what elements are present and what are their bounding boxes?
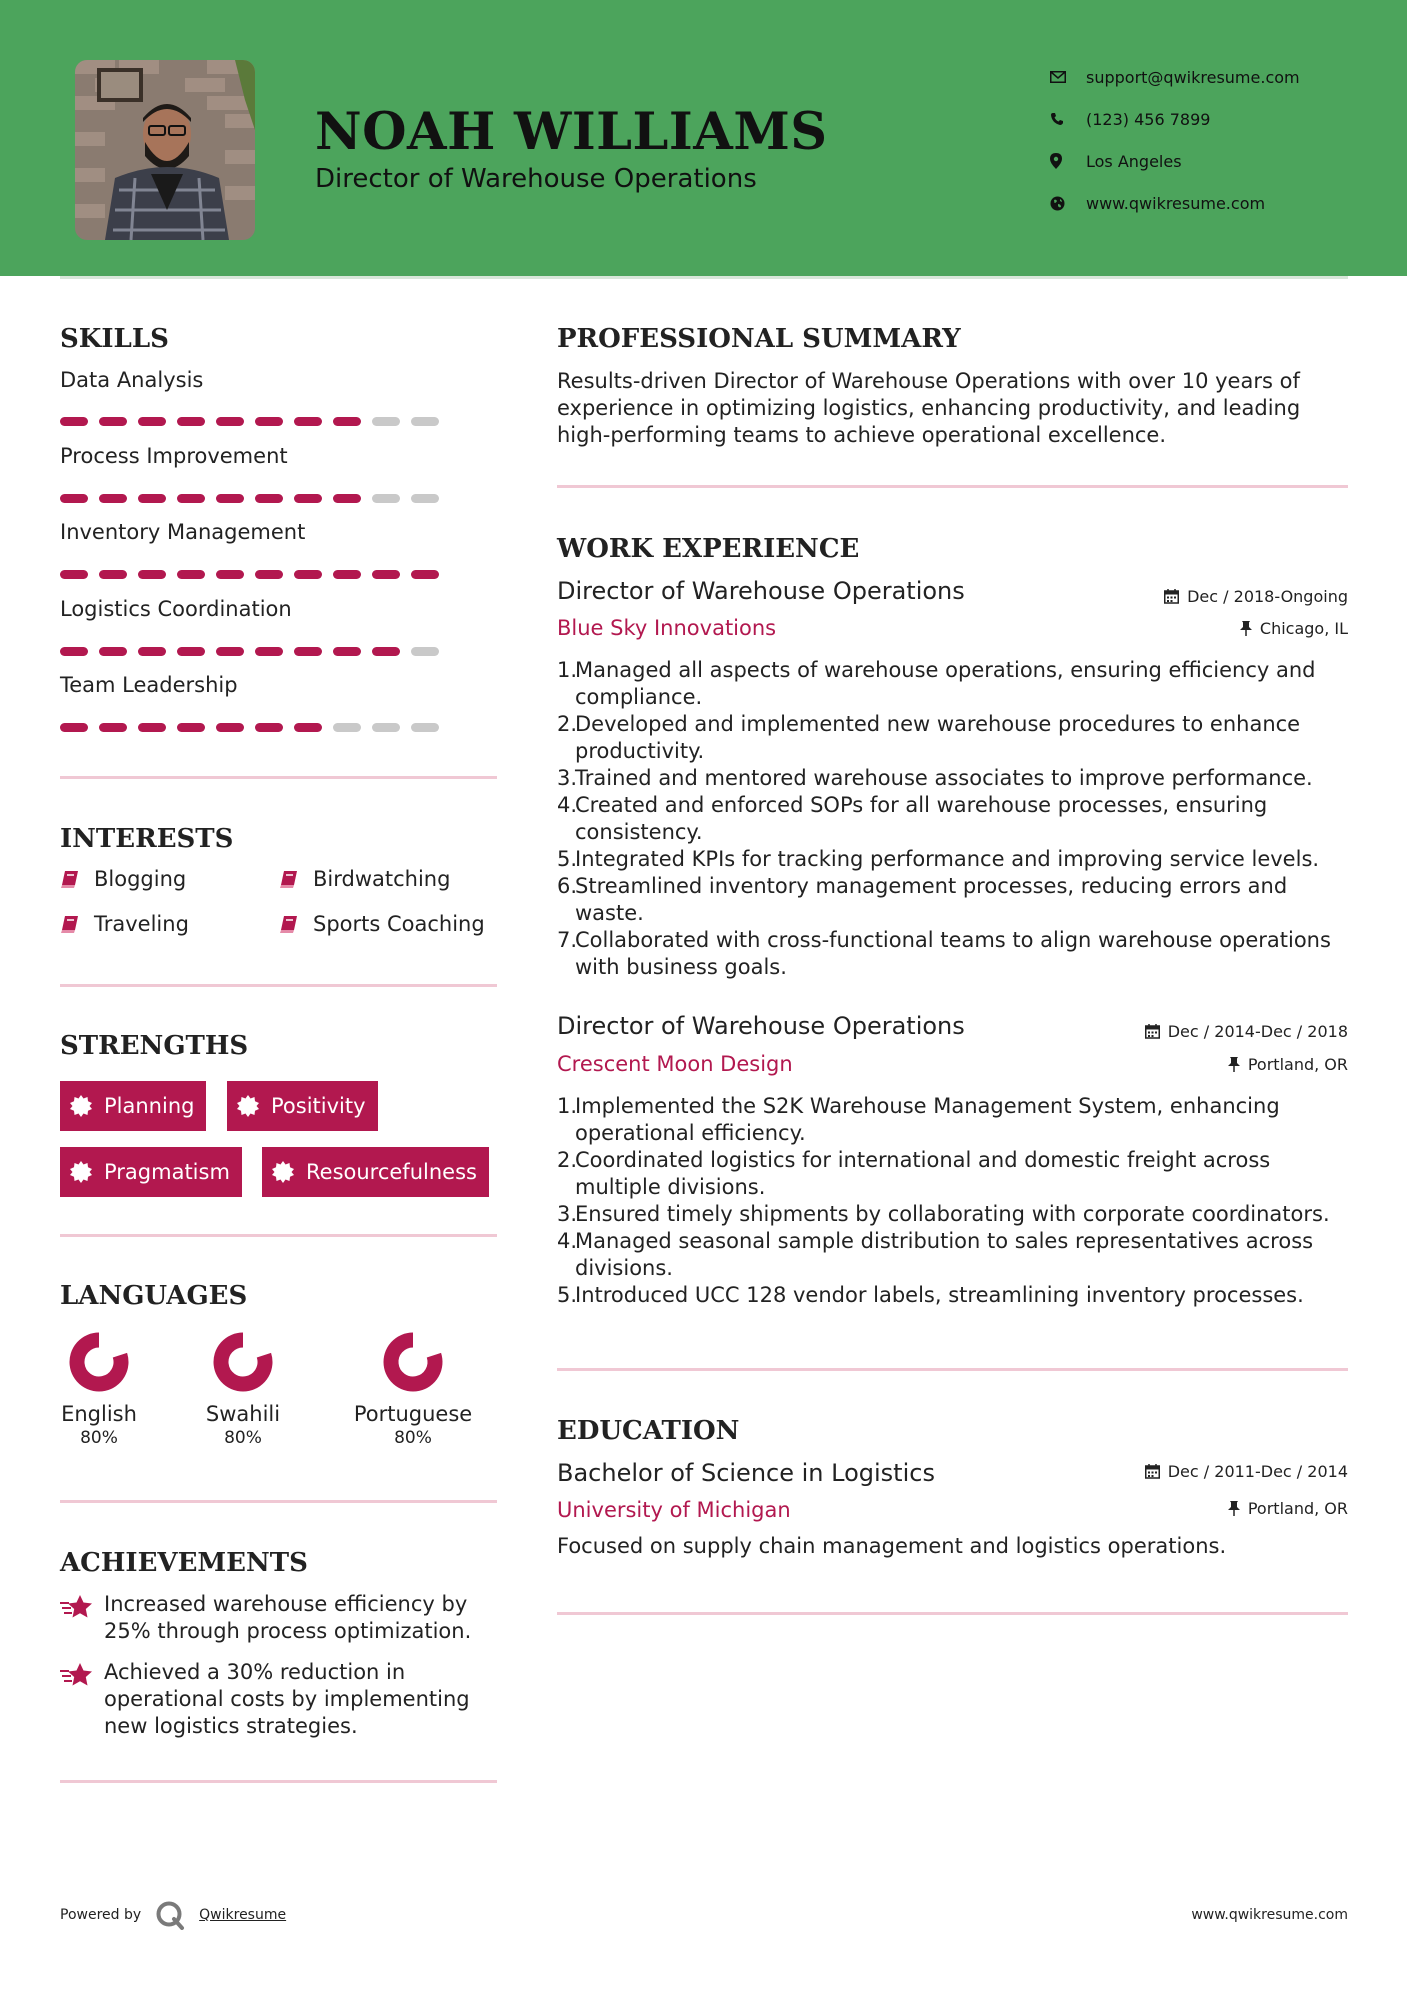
contact-phone[interactable] <box>1050 98 1390 140</box>
section-divider <box>60 776 497 779</box>
language-name: English <box>61 1402 137 1426</box>
profile-photo <box>75 60 255 240</box>
calendar-icon <box>1164 589 1179 604</box>
contact-location <box>1050 140 1390 182</box>
contact-location-text: Los Angeles <box>1086 151 1182 171</box>
skill-dash-filled <box>60 723 88 732</box>
company-name: Blue Sky Innovations <box>557 616 777 640</box>
interest-item <box>279 867 450 891</box>
duty-item: 1. Managed all aspects of warehouse operations, ensuring efficiency and compliance. <box>557 658 1316 709</box>
skill-dash-filled <box>99 647 127 656</box>
duty-item: 3. Trained and mentored warehouse associates to improve performance. <box>557 766 1313 790</box>
badge-icon <box>70 1095 104 1117</box>
contact-email-text: support@qwikresume.com <box>1086 67 1300 87</box>
experience-heading: WORK EXPERIENCE <box>557 534 860 564</box>
interest-item <box>60 867 186 891</box>
interest-item <box>279 912 485 936</box>
skill-dash-filled <box>255 417 283 426</box>
skills-heading: SKILLS <box>60 324 169 354</box>
duty-item: 5. Integrated KPIs for tracking performance and improving service levels. <box>557 847 1320 871</box>
section-divider <box>60 984 497 987</box>
interests-heading: INTERESTS <box>60 824 234 854</box>
duty-item: 3. Ensured timely shipments by collaborating with corporate coordinators. <box>557 1202 1330 1226</box>
interest-label: Birdwatching <box>313 867 451 891</box>
skill-name: Inventory Management <box>60 520 306 544</box>
strength-label: Planning <box>104 1094 195 1118</box>
job-dates-text: Dec / 2014-Dec / 2018 <box>1167 1022 1348 1041</box>
interest-label: Sports Coaching <box>313 912 485 936</box>
strength-tag <box>227 1081 378 1131</box>
skill-dash-filled <box>255 647 283 656</box>
strength-tag <box>60 1147 242 1197</box>
achievement-item <box>60 1659 500 1740</box>
strength-label: Positivity <box>271 1094 366 1118</box>
duty-item: 1. Implemented the S2K Warehouse Management System, enhancing operational efficiency. <box>557 1094 1280 1145</box>
globe-icon <box>1050 196 1086 211</box>
interest-item <box>60 912 189 936</box>
book-icon <box>279 869 313 889</box>
skill-dash-filled <box>411 570 439 579</box>
duty-list <box>557 1093 1347 1309</box>
skill-dash-filled <box>138 417 166 426</box>
skill-dash-filled <box>216 494 244 503</box>
section-divider <box>60 1234 497 1237</box>
achievement-text: Achieved a 30% reduction in operational costs by implementing new logistics strategies. <box>104 1660 470 1738</box>
badge-icon <box>237 1095 271 1117</box>
skill-dash-empty <box>411 417 439 426</box>
skill-name: Team Leadership <box>60 673 238 697</box>
duty-item: 7. Collaborated with cross-functional teams to align warehouse operations with business goals. <box>557 928 1331 979</box>
candidate-name: NOAH WILLIAMS <box>315 102 828 162</box>
strength-tag <box>262 1147 489 1197</box>
language-item <box>343 1330 483 1448</box>
language-progress-ring <box>211 1330 275 1394</box>
section-divider <box>557 1368 1348 1371</box>
header-divider <box>60 276 1348 279</box>
job-title: Director of Warehouse Operations <box>557 577 965 605</box>
qwikresume-logo-icon <box>155 1900 185 1930</box>
skill-dash-filled <box>255 570 283 579</box>
job-title: Director of Warehouse Operations <box>557 1012 965 1040</box>
book-icon <box>60 869 94 889</box>
strength-label: Pragmatism <box>104 1160 230 1184</box>
skill-dash-filled <box>333 494 361 503</box>
achievements-heading: ACHIEVEMENTS <box>60 1548 308 1578</box>
contact-website[interactable] <box>1050 182 1390 224</box>
section-divider <box>557 485 1348 488</box>
skill-bar <box>60 417 439 426</box>
language-percent: 80% <box>394 1428 432 1448</box>
strength-tag <box>60 1081 206 1131</box>
language-ring-arc <box>391 1340 435 1384</box>
education-location-text: Portland, OR <box>1247 1499 1348 1518</box>
job-location-text: Portland, OR <box>1247 1055 1348 1074</box>
skill-dash-filled <box>177 570 205 579</box>
skill-dash-empty <box>411 494 439 503</box>
skill-bar <box>60 570 439 579</box>
education-dates-text: Dec / 2011-Dec / 2014 <box>1167 1462 1348 1481</box>
duty-item: 2. Developed and implemented new warehouse procedures to enhance productivity. <box>557 712 1301 763</box>
achievement-item <box>60 1591 500 1645</box>
contact-website-text: www.qwikresume.com <box>1086 193 1266 213</box>
skill-dash-filled <box>294 417 322 426</box>
skill-dash-filled <box>60 570 88 579</box>
skill-dash-filled <box>60 417 88 426</box>
map-pin-icon <box>1050 153 1086 169</box>
job-dates <box>1145 1022 1348 1041</box>
language-ring-arc <box>221 1340 265 1384</box>
skill-dash-empty <box>411 647 439 656</box>
skill-dash-filled <box>177 723 205 732</box>
language-name: Portuguese <box>353 1402 473 1426</box>
skill-name: Logistics Coordination <box>60 597 292 621</box>
skill-dash-filled <box>372 570 400 579</box>
company-name: Crescent Moon Design <box>557 1052 793 1076</box>
footer-url[interactable]: www.qwikresume.com <box>1191 1907 1348 1923</box>
skill-dash-filled <box>255 723 283 732</box>
footer-powered-by <box>60 1900 286 1930</box>
duty-item: 4. Managed seasonal sample distribution to sales representatives across divisions. <box>557 1229 1314 1280</box>
skill-dash-filled <box>138 494 166 503</box>
skill-dash-filled <box>255 494 283 503</box>
qwikresume-link[interactable]: Qwikresume <box>199 1907 287 1923</box>
skill-dash-filled <box>294 494 322 503</box>
skill-dash-filled <box>60 647 88 656</box>
badge-icon <box>70 1161 104 1183</box>
skill-dash-empty <box>333 723 361 732</box>
language-progress-ring <box>67 1330 131 1394</box>
skill-dash-filled <box>372 647 400 656</box>
job-dates <box>1164 587 1348 606</box>
education-heading: EDUCATION <box>557 1416 740 1446</box>
skill-dash-filled <box>99 570 127 579</box>
book-icon <box>279 914 313 934</box>
skill-dash-filled <box>138 570 166 579</box>
language-ring-arc <box>77 1340 121 1384</box>
skill-dash-filled <box>333 417 361 426</box>
skill-dash-empty <box>372 417 400 426</box>
skill-bar <box>60 647 439 656</box>
skill-bar <box>60 494 439 503</box>
language-percent: 80% <box>224 1428 262 1448</box>
resume-header <box>0 0 1407 276</box>
duty-item: 4. Created and enforced SOPs for all warehouse processes, ensuring consistency. <box>557 793 1268 844</box>
contact-email[interactable] <box>1050 56 1390 98</box>
skill-dash-filled <box>216 417 244 426</box>
contact-phone-text: (123) 456 7899 <box>1086 109 1211 129</box>
job-dates-text: Dec / 2018-Ongoing <box>1187 587 1348 606</box>
skill-dash-filled <box>99 417 127 426</box>
section-divider <box>557 1612 1348 1615</box>
interest-label: Traveling <box>94 912 189 936</box>
skill-dash-filled <box>333 570 361 579</box>
skill-dash-filled <box>216 723 244 732</box>
job-location-text: Chicago, IL <box>1259 619 1348 638</box>
language-item <box>29 1330 169 1448</box>
achievement-text: Increased warehouse efficiency by 25% through process optimization. <box>104 1592 472 1643</box>
skill-dash-filled <box>294 647 322 656</box>
strength-label: Resourcefulness <box>306 1160 477 1184</box>
skill-dash-filled <box>294 570 322 579</box>
languages-heading: LANGUAGES <box>60 1281 248 1311</box>
language-item <box>173 1330 313 1448</box>
calendar-icon <box>1145 1024 1160 1039</box>
skill-dash-filled <box>99 494 127 503</box>
duty-list <box>557 657 1347 981</box>
skill-dash-filled <box>138 647 166 656</box>
job-location <box>1240 619 1348 638</box>
interest-label: Blogging <box>94 867 187 891</box>
calendar-icon <box>1145 1464 1160 1479</box>
badge-icon <box>272 1161 306 1183</box>
contact-list <box>1050 56 1390 224</box>
language-percent: 80% <box>80 1428 118 1448</box>
skill-dash-filled <box>216 647 244 656</box>
school-name: University of Michigan <box>557 1498 791 1522</box>
skill-dash-filled <box>99 723 127 732</box>
summary-text: Results-driven Director of Warehouse Operations with over 10 years of experience in optimizing logistics, enhancing productivity, and leading high-performing teams to achieve operational excellence. <box>557 369 1301 447</box>
strengths-heading: STRENGTHS <box>60 1031 249 1061</box>
duty-item: 5. Introduced UCC 128 vendor labels, streamlining inventory processes. <box>557 1283 1304 1307</box>
skill-dash-filled <box>333 647 361 656</box>
skill-dash-filled <box>177 417 205 426</box>
duty-item: 6. Streamlined inventory management processes, reducing errors and waste. <box>557 874 1288 925</box>
powered-by-label: Powered by <box>60 1907 142 1923</box>
skill-name: Process Improvement <box>60 444 288 468</box>
pushpin-icon <box>1240 621 1252 636</box>
education-dates <box>1145 1462 1348 1481</box>
phone-icon <box>1050 112 1086 126</box>
summary-heading: PROFESSIONAL SUMMARY <box>557 324 961 354</box>
pushpin-icon <box>1228 1057 1240 1072</box>
star-icon <box>60 1659 104 1740</box>
skill-dash-empty <box>372 494 400 503</box>
duty-item: 2. Coordinated logistics for international and domestic freight across multiple divisions. <box>557 1148 1271 1199</box>
skill-dash-empty <box>372 723 400 732</box>
skill-bar <box>60 723 439 732</box>
job-location <box>1228 1055 1348 1074</box>
skill-dash-filled <box>60 494 88 503</box>
skill-dash-filled <box>177 494 205 503</box>
skill-name: Data Analysis <box>60 368 204 392</box>
envelope-icon <box>1050 71 1086 83</box>
skill-dash-empty <box>411 723 439 732</box>
degree-title: Bachelor of Science in Logistics <box>557 1459 935 1487</box>
pushpin-icon <box>1228 1501 1240 1516</box>
education-location <box>1228 1499 1348 1518</box>
section-divider <box>60 1780 497 1783</box>
section-divider <box>60 1500 497 1503</box>
skill-dash-filled <box>216 570 244 579</box>
skill-dash-filled <box>177 647 205 656</box>
skill-dash-filled <box>138 723 166 732</box>
book-icon <box>60 914 94 934</box>
language-name: Swahili <box>205 1402 281 1426</box>
education-description: Focused on supply chain management and logistics operations. <box>557 1534 1227 1558</box>
skill-dash-filled <box>294 723 322 732</box>
star-icon <box>60 1591 104 1645</box>
language-progress-ring <box>381 1330 445 1394</box>
candidate-title: Director of Warehouse Operations <box>315 164 757 194</box>
